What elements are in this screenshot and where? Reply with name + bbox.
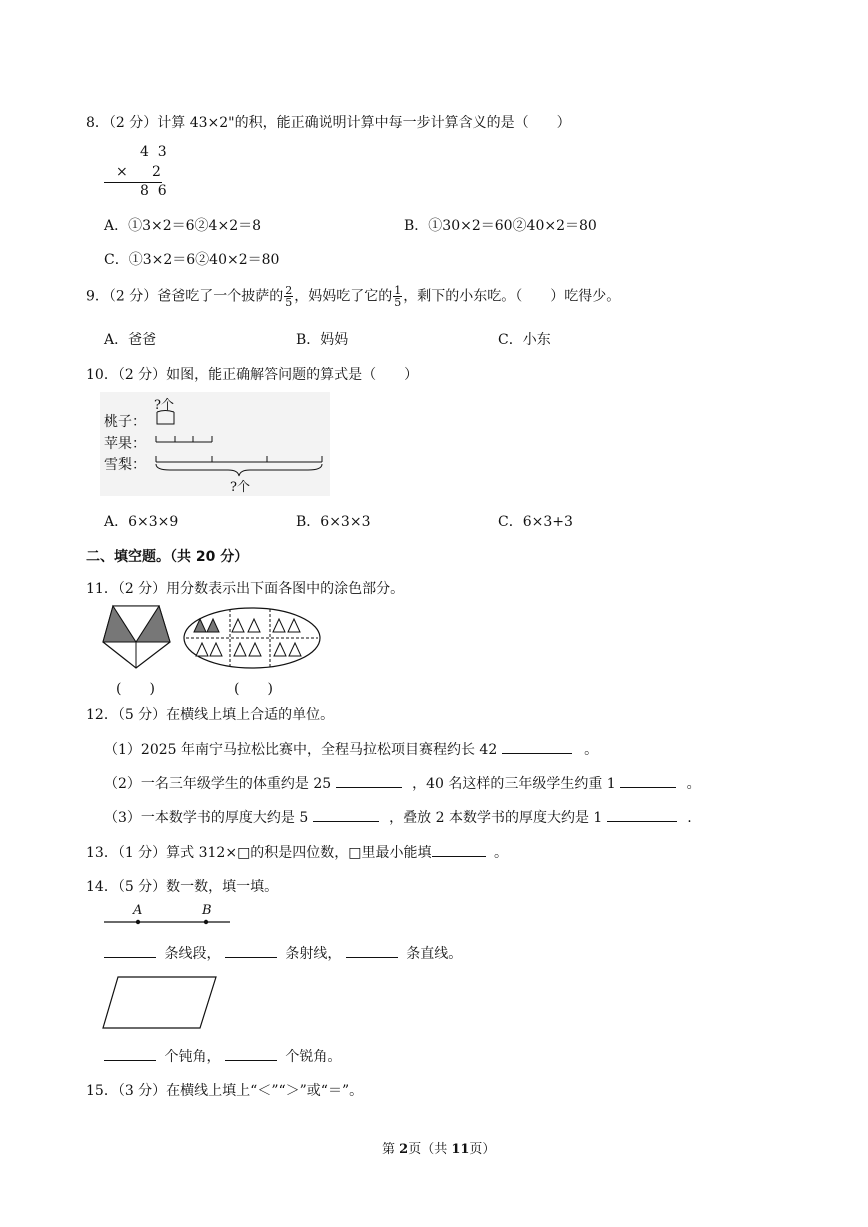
q9-option-c[interactable]: C．小东 [498,332,551,348]
q9-frac2-num: 1 [394,284,402,297]
q14-line-figure [100,902,234,928]
q14-acute-label: 个锐角。 [285,1049,342,1065]
q8-vertical-mul: 2 [152,164,161,180]
q14-obtuse-blank[interactable] [104,1048,156,1061]
q8-option-c[interactable]: C．①3×2＝6②40×2＝80 [104,252,280,268]
q10-label-pear: 雪梨： [104,457,146,473]
q10-stem: 10．（2 分）如图，能正确解答问题的算式是（ ） [86,367,419,383]
footer-mid: 页（共 [408,1142,452,1157]
q10-option-b[interactable]: B．6×3×3 [296,514,371,530]
q8-stem: 8．（2 分）计算 43×2"的积，能正确说明计算中每一步计算含义的是（ ） [86,115,571,131]
q12-l2-blank-2[interactable] [620,775,676,788]
q14-parallelogram-figure [100,974,220,1032]
q14-line-blank[interactable] [346,945,398,958]
q12-l1-end: 。 [584,742,599,758]
q12-l2-blank-1[interactable] [336,775,402,788]
q10-question-bottom: ?个 [230,480,250,495]
q10-label-peach: 桃子： [104,414,146,430]
q9-stem [86,285,620,308]
q9-option-a[interactable]: A．爸爸 [104,332,157,348]
q11-answer-paren-2[interactable]: ( ) [234,681,273,697]
q15-stem: 15．（3 分）在横线上填上“＜”“＞”或“＝”。 [86,1083,364,1099]
q14-stem: 14．（5 分）数一数，填一填。 [86,879,279,895]
q10-bar-diagram [100,392,330,496]
q14-count-line-2 [104,1046,341,1066]
footer-page-number: 2 [399,1142,409,1157]
q9-stem-part1: 9．（2 分）爸爸吃了一个披萨的 [86,288,284,305]
q14-segment-blank[interactable] [104,945,156,958]
q8-vertical-sign: × [116,164,128,180]
q11-oval-figure [182,606,322,670]
q11-stem: 11．（2 分）用分数表示出下面各图中的涂色部分。 [86,581,405,597]
q14-ray-blank[interactable] [225,945,277,958]
q14-obtuse-label: 个钝角， [164,1049,221,1065]
footer-total-pages: 11 [451,1142,470,1157]
q8-vertical-top: 4 3 [140,144,167,160]
q9-option-b[interactable]: B．妈妈 [296,332,349,348]
q12-l2-text: （2）一名三年级学生的体重约是 25 [104,776,332,792]
q13-text: 13．（1 分）算式 312×□的积是四位数，□里最小能填 [86,845,432,861]
q10-figure [100,392,330,496]
q8-option-b[interactable]: B．①30×2＝60②40×2＝80 [404,218,597,234]
q10-option-c[interactable]: C．6×3+3 [498,514,573,530]
q12-l3-end: . [687,810,692,826]
q11-pentagon-figure [100,604,172,670]
q12-line-3 [104,807,692,827]
q12-l3-text: （3）一本数学书的厚度大约是 5 [104,810,309,826]
q14-point-b: B [202,903,212,918]
q9-fraction-1 [284,285,293,308]
q9-stem-part3: ，剩下的小东吃。（ ）吃得少。 [403,288,621,305]
q12-stem: 12．（5 分）在横线上填上合适的单位。 [86,707,335,723]
q12-l2-end: 。 [686,776,701,792]
q13-blank[interactable] [432,844,486,857]
q12-l3-blank-1[interactable] [313,809,379,822]
q10-option-a[interactable]: A．6×3×9 [104,514,179,530]
q14-acute-blank[interactable] [225,1048,277,1061]
q11-answer-paren-1[interactable]: ( ) [116,681,155,697]
q14-count-line-1 [104,943,462,963]
q12-l3-blank-2[interactable] [607,809,677,822]
page-footer [382,1138,495,1157]
q9-frac1-den: 5 [285,296,293,309]
q8-vertical-result: 8 6 [140,183,167,199]
section-2-title: 二、填空题。（共 20 分） [86,549,249,565]
q10-question-top: ?个 [154,398,174,413]
q13-stem [86,842,508,862]
q12-l1-text: （1）2025 年南宁马拉松比赛中，全程马拉松项目赛程约长 42 [104,742,498,758]
q12-line-1 [104,739,598,759]
q12-l2-mid: ，40 名这样的三年级学生约重 1 [412,776,616,792]
q12-line-2 [104,773,701,793]
q10-label-apple: 苹果： [104,436,146,452]
q9-fraction-2 [393,285,402,308]
q14-line-label: 条直线。 [406,946,463,962]
q8-option-a[interactable]: A．①3×2＝6②4×2＝8 [104,218,262,234]
q12-l1-blank[interactable] [502,741,572,754]
footer-post: 页） [469,1142,496,1157]
footer-pre: 第 [382,1142,400,1157]
q12-l3-mid: ，叠放 2 本数学书的厚度大约是 1 [389,810,603,826]
q14-segment-label: 条线段， [164,946,221,962]
q9-stem-part2: ，妈妈吃了它的 [294,288,393,305]
q13-end: 。 [493,845,508,861]
q9-frac2-den: 5 [394,296,402,309]
q14-ray-label: 条射线， [285,946,342,962]
q14-point-a: A [133,903,143,918]
q9-frac1-num: 2 [285,284,293,297]
